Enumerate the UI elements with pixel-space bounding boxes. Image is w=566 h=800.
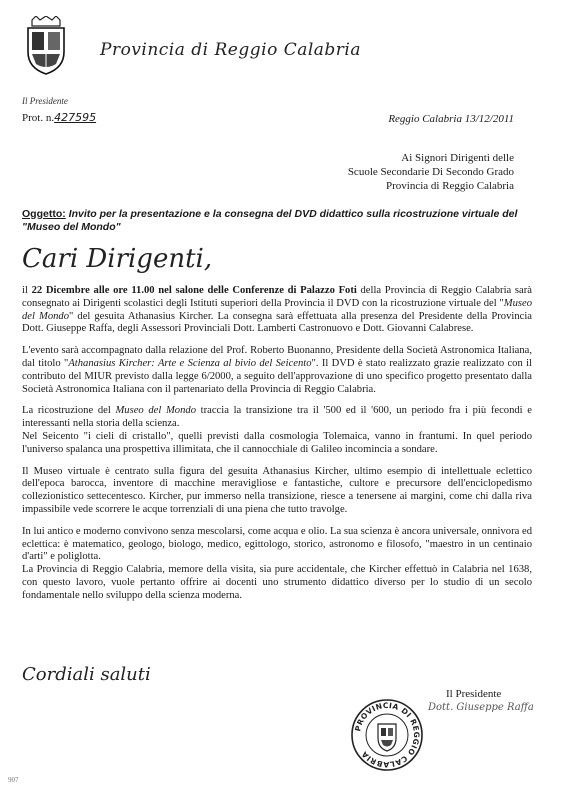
svg-text:PROVINCIA DI REGGIO CALABRIA: PROVINCIA DI REGGIO CALABRIA <box>353 700 422 770</box>
protocol-number: 427595 <box>54 111 97 124</box>
protocol-line <box>22 111 96 124</box>
body-paragraph: La Provincia di Reggio Calabria, memore della visita, sia pure accidentale, che Kircher effettuò in Calabria nel 1638, con questo lavoro, vuole pertanto offrire ai docenti uno strumento didattico diverso per lo studio di un secolo fondamentale nello sviluppo della scienza moderna. <box>22 564 532 601</box>
event-date-highlight: 22 Dicembre alle ore 11.00 nel salone delle Conferenze di Palazzo Foti <box>31 285 357 296</box>
recipient-line: Provincia di Reggio Calabria <box>386 180 514 192</box>
body-paragraph: La ricostruzione del Museo del Mondo traccia la transizione tra il '500 ed il '600, un periodo fra i più fecondi e interessanti nella storia della scienza. Nel Seicento "i cieli di cristallo", quelli previsti dalla cosmologia Tolemaica, vanno in frantumi. In quel periodo l'universo spalanca una prospettiva illimitata, che il cannocchiale di Galileo incomincia a sondare. <box>22 405 532 455</box>
subject-label: Oggetto: <box>22 208 66 220</box>
letterhead-institution: Provincia di Reggio Calabria <box>100 40 362 60</box>
subject-line <box>22 208 532 234</box>
body-paragraph: Il Museo virtuale è centrato sulla figura del gesuita Athanasius Kircher, ultimo esempio di intellettuale eclettico dell'epoca barocca, inventore di macchine meravigliose e fantastiche, cultore e precursore dell'enciclopedismo collezionistico settecentesco. Kircher, pur immerso nella transizione, riesce a tenersene ai margini, come chi dalla riva impassibile vede scorrere le acque torrenziali di una piena che tutto travolge. <box>22 465 532 515</box>
provincia-crest-logo <box>22 16 70 76</box>
place-date: Reggio Calabria 13/12/2011 <box>388 113 514 125</box>
recipients-block <box>348 151 514 193</box>
letterhead-office: Il Presidente <box>22 96 68 106</box>
signature-name: Dott. Giuseppe Raffa <box>428 702 534 713</box>
body-paragraph: il 22 Dicembre alle ore 11.00 nel salone delle Conferenze di Palazzo Foti della Provincia di Reggio Calabria sarà consegnato ai Dirigenti scolastici degli Istituti superiori della Provincia il DVD con la ricostruzione virtuale del "Museo del Mondo" del gesuita Athanasius Kircher. La consegna sarà effettuata alla presenza del Presidente della Provincia Dott. Giuseppe Raffa, degli Assessori Provinciali Dott. Lamberti Castronuovo e Dott. Giovanni Calabrese. <box>22 285 532 335</box>
official-stamp <box>350 698 424 772</box>
signature-title: Il Presidente <box>446 688 502 700</box>
protocol-label: Prot. n. <box>22 112 55 124</box>
body-paragraph: L'evento sarà accompagnato dalla relazione del Prof. Roberto Buonanno, Presidente della Società Astronomica Italiana, dal titolo "Athanasius Kircher: Arte e Scienza al bivio del Seicento". Il DVD è stato realizzato grazie realizzato con il contributo del MIUR previsto dalla legge 6/2000, a seguito dell'approvazione di uno specifico progetto presentato dalla Società Astronomica Italiana con il partenariato della Provincia di Reggio Calabria. <box>22 345 533 395</box>
recipient-line: Scuole Secondarie Di Secondo Grado <box>347 166 514 178</box>
handwritten-salutation: Cari Dirigenti, <box>22 244 213 274</box>
recipient-line: Ai Signori Dirigenti delle <box>401 152 514 164</box>
page-mark: 907 <box>8 776 19 784</box>
letter-body <box>22 285 532 612</box>
body-paragraph: In lui antico e moderno convivono senza mescolarsi, come acqua e olio. La sua scienza è ancora universale, onnivora ed eclettica: è matematico, geologo, biologo, medico, egittologo, storico, astronomo e filosofo, "maestro in un centinaio d'arti" e poliglotta. <box>22 525 532 563</box>
subject-text: Invito per la presentazione e la consegna del DVD didattico sulla ricostruzione virtuale del "Museo del Mondo" <box>22 208 518 233</box>
handwritten-closing: Cordiali saluti <box>22 664 151 685</box>
